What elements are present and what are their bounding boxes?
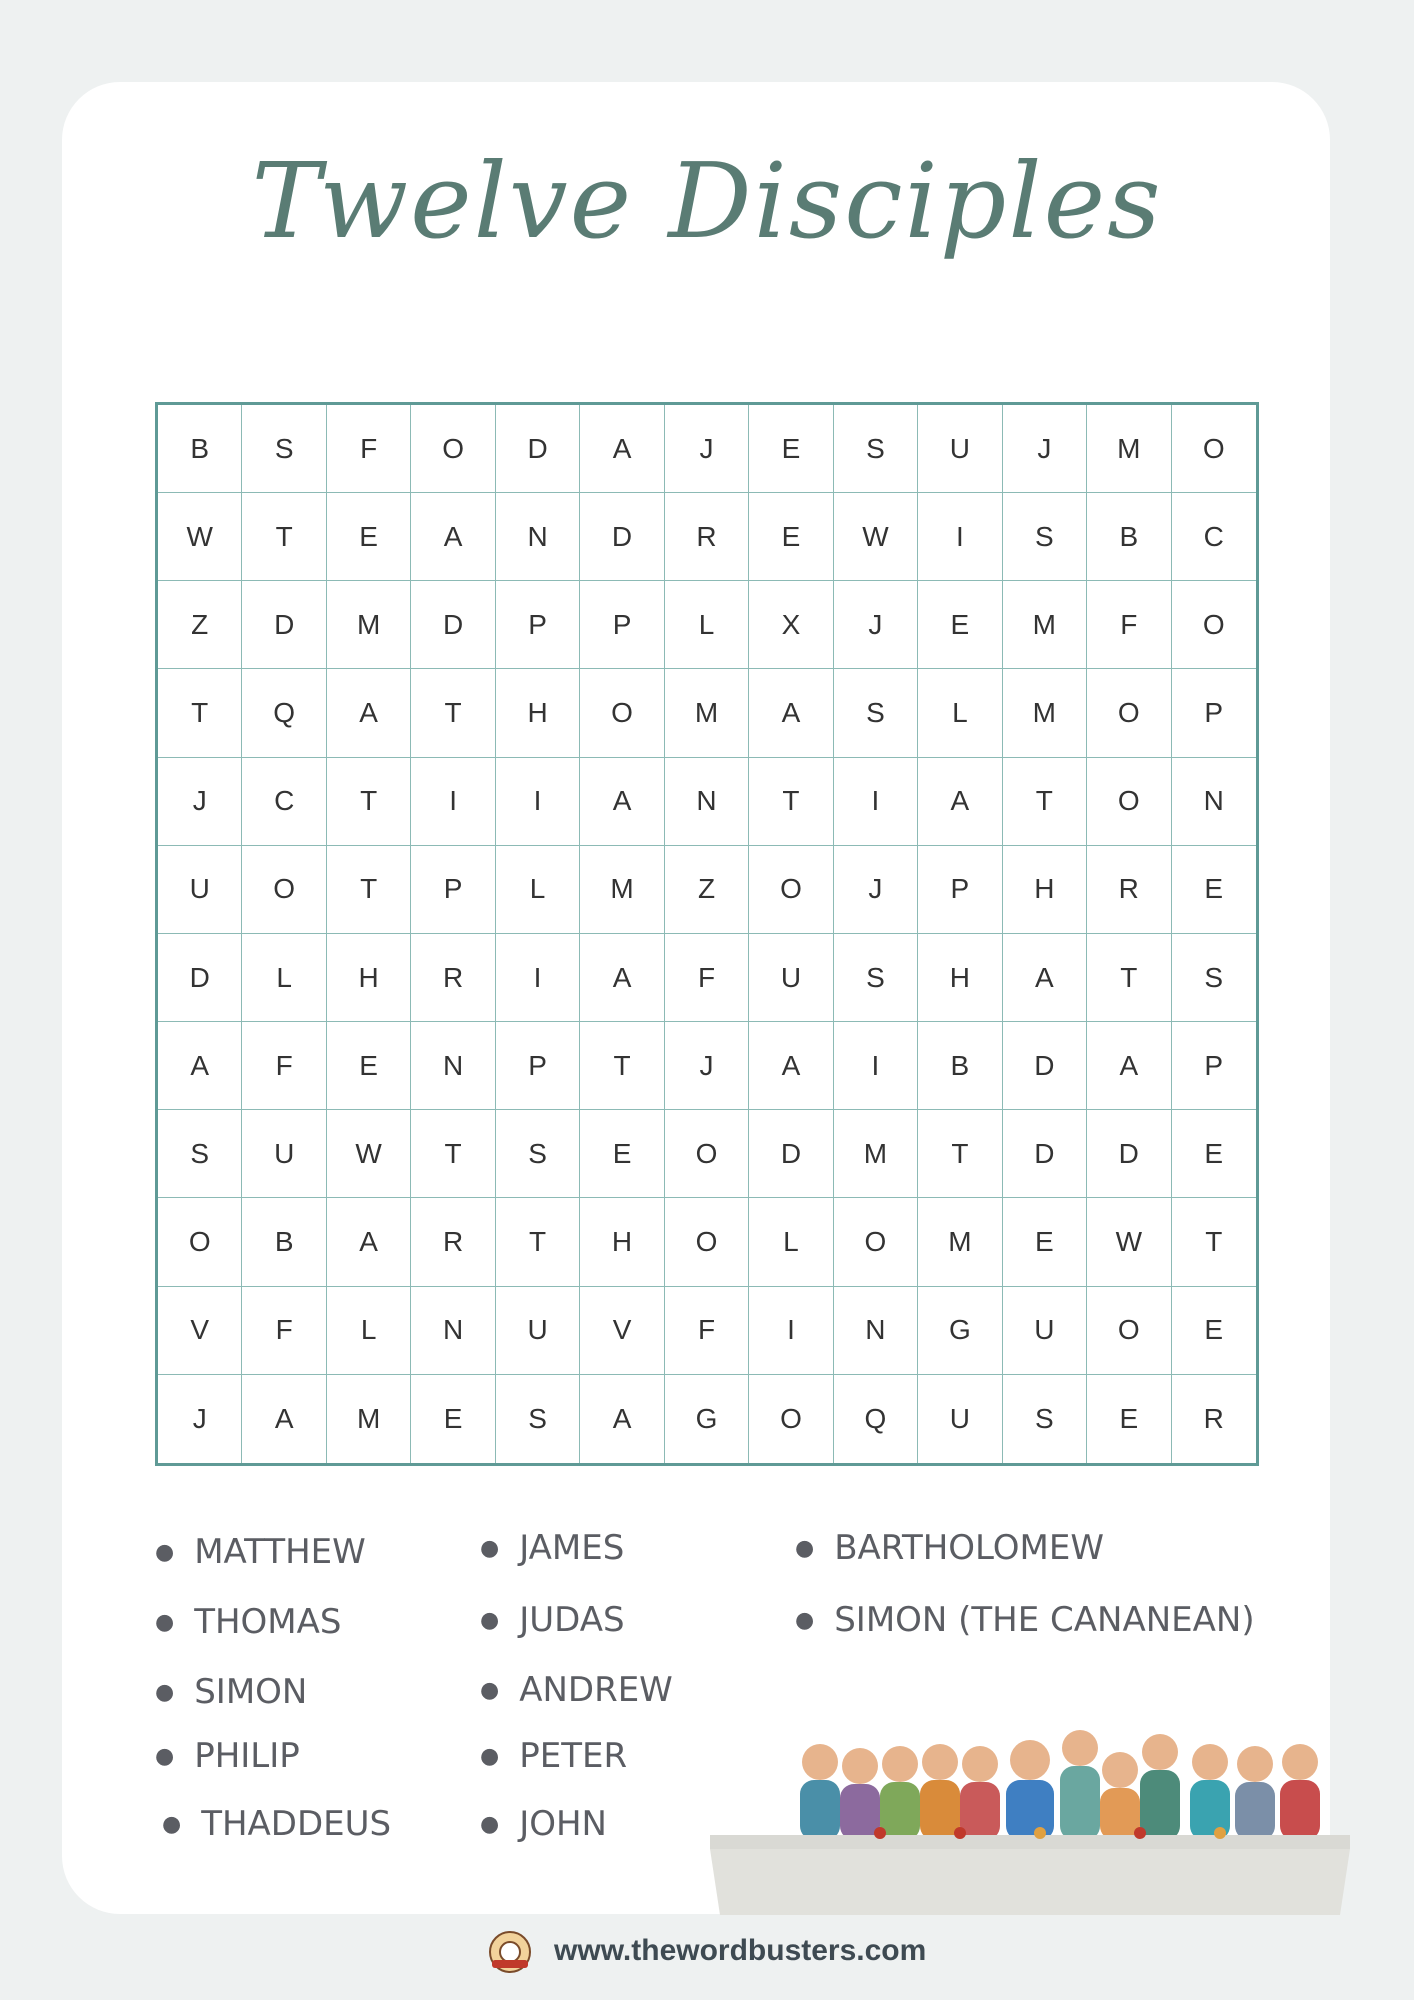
grid-cell[interactable]: O (665, 1110, 749, 1198)
grid-cell[interactable]: R (1203, 1402, 1224, 1434)
word-item: ● MATTHEW (155, 1532, 366, 1572)
grid-cell[interactable]: B (242, 1198, 326, 1286)
grid-cell[interactable]: M (580, 846, 664, 934)
grid-cell[interactable]: T (1087, 934, 1171, 1022)
grid-cell[interactable]: M (665, 669, 749, 757)
grid-cell[interactable]: D (749, 1110, 833, 1198)
grid-cell[interactable]: O (1172, 581, 1256, 669)
grid-cell[interactable]: F (327, 405, 411, 493)
grid-cell[interactable]: N (411, 1287, 495, 1375)
grid-cell[interactable]: E (580, 1110, 664, 1198)
grid-cell[interactable]: A (749, 669, 833, 757)
grid-cell[interactable]: M (1003, 669, 1087, 757)
grid-cell[interactable]: O (1087, 758, 1171, 846)
grid-cell[interactable]: H (496, 669, 580, 757)
grid-cell[interactable]: M (834, 1110, 918, 1198)
grid-cell[interactable]: J (834, 581, 918, 669)
grid-cell[interactable]: J (665, 405, 749, 493)
grid-cell[interactable]: M (918, 1198, 1002, 1286)
grid-cell[interactable]: L (327, 1287, 411, 1375)
grid-cell[interactable]: H (327, 934, 411, 1022)
grid-cell[interactable]: D (411, 581, 495, 669)
grid-cell[interactable]: F (665, 1287, 749, 1375)
grid-cell[interactable]: O (242, 846, 326, 934)
grid-cell[interactable]: D (242, 581, 326, 669)
grid-cell[interactable]: G (665, 1375, 749, 1463)
grid-cell[interactable]: R (411, 1198, 495, 1286)
word-search-grid (155, 402, 1259, 1466)
grid-cell[interactable]: I (834, 1022, 918, 1110)
grid-cell[interactable]: M (1003, 581, 1087, 669)
grid-cell[interactable]: U (918, 405, 1002, 493)
grid-cell[interactable]: B (918, 1022, 1002, 1110)
grid-cell[interactable]: J (834, 846, 918, 934)
grid-cell[interactable]: T (327, 846, 411, 934)
grid-cell[interactable]: P (918, 846, 1002, 934)
grid-cell[interactable]: E (1172, 846, 1256, 934)
word-item: ● SIMON (155, 1672, 308, 1712)
grid-cell[interactable]: L (665, 581, 749, 669)
word-item: ● JUDAS (480, 1600, 625, 1640)
grid-cell[interactable]: T (918, 1110, 1002, 1198)
grid-cell[interactable]: U (158, 846, 242, 934)
grid-cell[interactable]: E (1172, 1287, 1256, 1375)
grid-cell[interactable]: P (496, 1022, 580, 1110)
grid-cell[interactable]: O (411, 405, 495, 493)
grid-cell[interactable]: X (749, 581, 833, 669)
grid-cell[interactable]: D (1003, 1022, 1087, 1110)
footer (0, 1930, 1414, 1974)
grid-cell[interactable]: C (1172, 493, 1256, 581)
grid-cell[interactable]: P (580, 581, 664, 669)
grid-cell[interactable]: D (1087, 1110, 1171, 1198)
grid-cell[interactable]: I (496, 934, 580, 1022)
grid-cell[interactable]: O (1087, 669, 1171, 757)
grid-cell[interactable]: O (1172, 405, 1256, 493)
grid-cell[interactable]: M (327, 1375, 411, 1463)
grid-cell[interactable]: R (1087, 846, 1171, 934)
grid-cell[interactable]: D (158, 934, 242, 1022)
grid-cell[interactable]: L (496, 846, 580, 934)
word-item: ● THADDEUS (162, 1804, 392, 1844)
grid-cell[interactable]: M (1087, 405, 1171, 493)
grid-cell[interactable]: W (158, 493, 242, 581)
grid-cell[interactable]: U (749, 934, 833, 1022)
grid-cell[interactable]: S (496, 1375, 580, 1463)
grid-cell[interactable]: S (496, 1110, 580, 1198)
grid-cell[interactable]: Z (665, 846, 749, 934)
grid-cell[interactable]: S (1003, 493, 1087, 581)
grid-cell[interactable]: S (158, 1110, 242, 1198)
last-supper-illustration (700, 1700, 1360, 1920)
grid-cell[interactable]: M (327, 581, 411, 669)
grid-cell[interactable]: W (1087, 1198, 1171, 1286)
grid-cell[interactable]: S (1172, 934, 1256, 1022)
grid-cell[interactable]: T (1003, 758, 1087, 846)
grid-cell[interactable]: S (834, 669, 918, 757)
grid-cell[interactable]: J (158, 1375, 242, 1463)
grid-cell[interactable]: T (158, 669, 242, 757)
grid-cell[interactable]: D (1003, 1110, 1087, 1198)
grid-cell[interactable]: S (1003, 1375, 1087, 1463)
grid-cell[interactable]: U (242, 1110, 326, 1198)
grid-cell[interactable]: W (834, 493, 918, 581)
grid-cell[interactable]: O (158, 1198, 242, 1286)
grid-cell[interactable]: N (496, 493, 580, 581)
grid-cell[interactable]: E (1087, 1375, 1171, 1463)
grid-cell[interactable]: R (411, 934, 495, 1022)
wordbusters-logo-icon (488, 1930, 532, 1974)
grid-cell[interactable]: E (1003, 1198, 1087, 1286)
grid-cell[interactable]: T (1172, 1198, 1256, 1286)
grid-cell[interactable]: D (496, 405, 580, 493)
grid-cell[interactable]: B (1087, 493, 1171, 581)
grid-cell[interactable]: E (411, 1375, 495, 1463)
grid-cell[interactable]: S (834, 934, 918, 1022)
grid-cell[interactable]: A (327, 1198, 411, 1286)
grid-cell[interactable]: P (411, 846, 495, 934)
grid-cell[interactable]: I (496, 758, 580, 846)
grid-cell[interactable]: F (1087, 581, 1171, 669)
grid-cell[interactable]: Q (834, 1375, 918, 1463)
grid-cell[interactable]: U (1003, 1287, 1087, 1375)
grid-cell[interactable]: T (496, 1198, 580, 1286)
grid-cell[interactable]: T (749, 758, 833, 846)
grid-cell[interactable]: T (411, 1110, 495, 1198)
grid-cell[interactable]: A (580, 934, 664, 1022)
grid-cell[interactable]: A (580, 758, 664, 846)
grid-cell[interactable]: F (242, 1022, 326, 1110)
grid-cell[interactable]: J (1003, 405, 1087, 493)
grid-cell[interactable]: B (158, 405, 242, 493)
grid-cell[interactable]: T (327, 758, 411, 846)
grid-cell[interactable]: O (665, 1198, 749, 1286)
grid-cell[interactable]: N (411, 1022, 495, 1110)
grid-cell[interactable]: U (496, 1287, 580, 1375)
grid-cell[interactable]: N (1172, 758, 1256, 846)
grid-cell[interactable]: I (834, 758, 918, 846)
grid-cell[interactable]: E (749, 493, 833, 581)
word-item: ● PETER (480, 1736, 628, 1776)
grid-cell[interactable]: F (242, 1287, 326, 1375)
grid-cell[interactable]: H (918, 934, 1002, 1022)
grid-cell[interactable]: A (918, 758, 1002, 846)
grid-cell[interactable]: V (580, 1287, 664, 1375)
grid-cell[interactable]: N (834, 1287, 918, 1375)
word-item: ● SIMON (THE CANANEAN) (795, 1600, 1255, 1640)
grid-cell[interactable]: A (242, 1375, 326, 1463)
grid-cell[interactable]: O (1087, 1287, 1171, 1375)
grid-cell[interactable]: P (496, 581, 580, 669)
word-item: ● ANDREW (480, 1670, 673, 1710)
grid-cell[interactable]: J (158, 758, 242, 846)
grid-cell[interactable]: H (1003, 846, 1087, 934)
grid-cell[interactable]: A (1087, 1022, 1171, 1110)
word-item: ● BARTHOLOMEW (795, 1528, 1104, 1568)
word-item: ● THOMAS (155, 1602, 342, 1642)
grid-cell[interactable]: E (1172, 1110, 1256, 1198)
grid-cell[interactable]: E (749, 405, 833, 493)
grid-cell[interactable]: U (918, 1375, 1002, 1463)
grid-cell[interactable]: V (158, 1287, 242, 1375)
grid-cell[interactable]: E (327, 493, 411, 581)
grid-cell[interactable]: P (1172, 669, 1256, 757)
word-item: ● JOHN (480, 1804, 607, 1844)
grid-cell[interactable]: H (580, 1198, 664, 1286)
grid-cell[interactable]: I (918, 493, 1002, 581)
word-item: ● PHILIP (155, 1736, 300, 1776)
grid-cell[interactable]: A (327, 669, 411, 757)
grid-cell[interactable]: I (411, 758, 495, 846)
grid-cell[interactable]: L (749, 1198, 833, 1286)
footer-url[interactable]: www.thewordbusters.com (554, 1933, 927, 1967)
grid-cell[interactable]: J (665, 1022, 749, 1110)
grid-cell[interactable]: T (580, 1022, 664, 1110)
grid-cell[interactable]: W (327, 1110, 411, 1198)
grid-cell[interactable]: S (834, 405, 918, 493)
grid-cell[interactable]: L (918, 669, 1002, 757)
grid-cell[interactable]: Z (158, 581, 242, 669)
grid-cell[interactable]: T (242, 493, 326, 581)
grid-cell[interactable]: O (749, 1375, 833, 1463)
grid-cell[interactable]: A (749, 1022, 833, 1110)
grid-cell[interactable]: N (665, 758, 749, 846)
grid-cell[interactable]: T (411, 669, 495, 757)
grid-cell[interactable]: A (580, 1375, 664, 1463)
grid-cell[interactable]: D (580, 493, 664, 581)
grid-cell[interactable]: O (580, 669, 664, 757)
grid-cell[interactable]: Q (242, 669, 326, 757)
grid-cell[interactable]: C (242, 758, 326, 846)
grid-cell[interactable]: P (1172, 1022, 1256, 1110)
grid-cell[interactable]: O (749, 846, 833, 934)
grid-cell[interactable]: A (411, 493, 495, 581)
word-item: ● JAMES (480, 1528, 625, 1568)
grid-cell[interactable]: R (665, 493, 749, 581)
page-title: Twelve Disciples (251, 140, 1163, 262)
grid-cell[interactable]: E (918, 581, 1002, 669)
grid-cell[interactable]: S (242, 405, 326, 493)
grid-cell[interactable]: F (665, 934, 749, 1022)
grid-cell[interactable]: E (327, 1022, 411, 1110)
grid-cell[interactable]: L (242, 934, 326, 1022)
grid-cell[interactable]: A (580, 405, 664, 493)
grid-cell[interactable]: A (158, 1022, 242, 1110)
grid-cell[interactable]: G (918, 1287, 1002, 1375)
grid-cell[interactable]: A (1003, 934, 1087, 1022)
grid-cell[interactable]: I (749, 1287, 833, 1375)
grid-cell[interactable]: O (834, 1198, 918, 1286)
